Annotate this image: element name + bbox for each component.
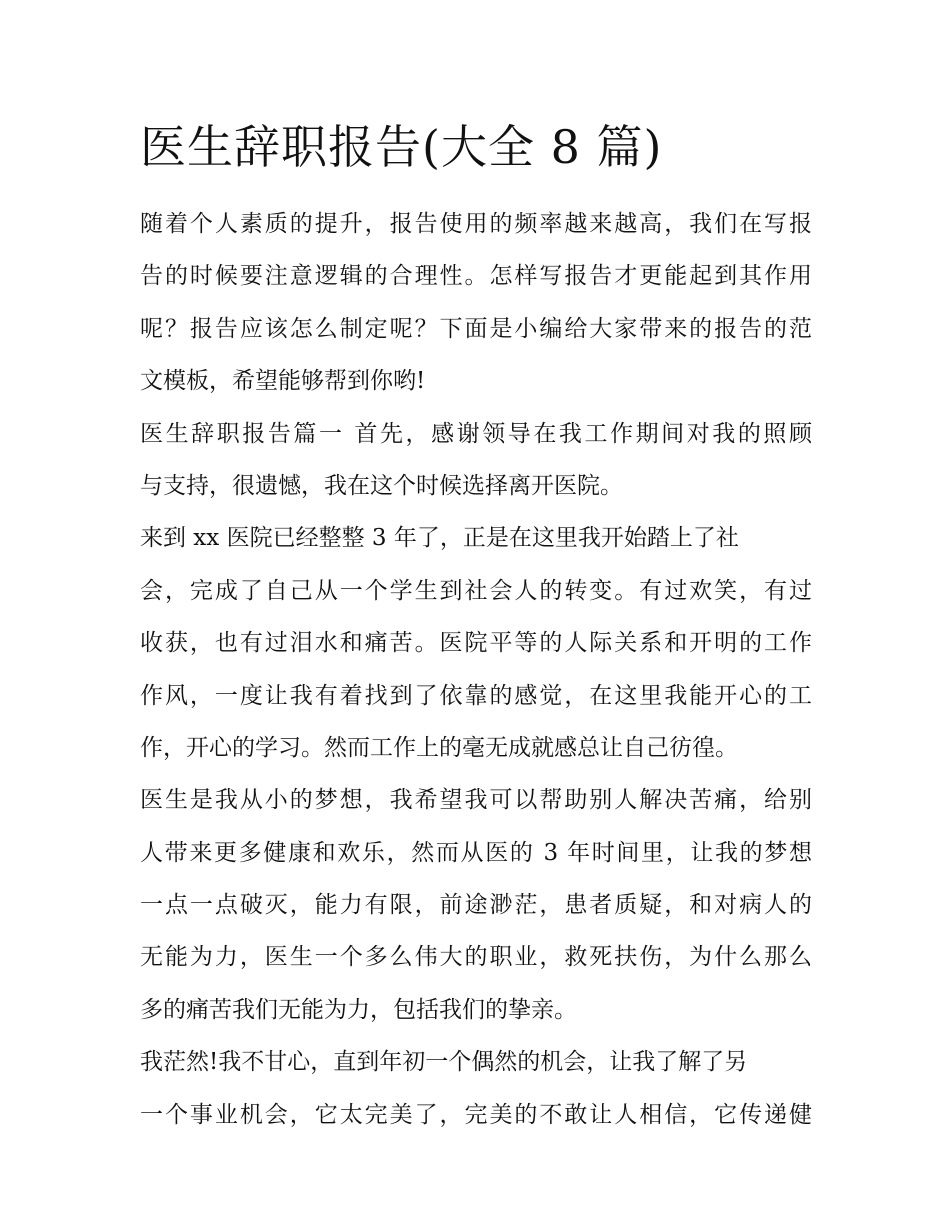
paragraph	[140, 198, 812, 408]
text-line: 作，开心的学习。然而工作上的毫无成就感总让自己彷徨。	[140, 734, 738, 761]
paragraph	[140, 408, 812, 513]
text-line: 文模板，希望能够帮到你哟!	[140, 368, 426, 395]
text-line: 收获，也有过泪水和痛苦。医院平等的人际关系和开明的工作	[140, 630, 812, 657]
text-line: 来到 xx 医院已经整整 3 年了，正是在这里我开始踏上了社	[140, 525, 739, 552]
paragraph	[140, 512, 812, 774]
text-line: 我茫然!我不甘心，直到年初一个偶然的机会，让我了解了另	[140, 1049, 748, 1076]
document-title: 医生辞职报告(大全 8 篇)	[140, 120, 663, 174]
text-line: 与支持，很遗憾，我在这个时候选择离开医院。	[140, 472, 623, 499]
text-line: 随着个人素质的提升，报告使用的频率越来越高，我们在写报	[140, 211, 812, 237]
document-body	[140, 198, 812, 1141]
text-line: 多的痛苦我们无能为力，包括我们的挚亲。	[140, 996, 577, 1023]
text-line: 医生辞职报告篇一 首先，感谢领导在我工作期间对我的照顾	[140, 420, 812, 447]
text-line: 无能为力，医生一个多么伟大的职业，救死扶伤，为什么那么	[140, 944, 812, 971]
text-line: 一点一点破灭，能力有限，前途渺茫，患者质疑，和对病人的	[140, 892, 812, 919]
text-line: 医生是我从小的梦想，我希望我可以帮助别人解决苦痛，给别	[140, 787, 812, 814]
text-line: 会，完成了自己从一个学生到社会人的转变。有过欢笑，有过	[140, 577, 812, 604]
text-line: 告的时候要注意逻辑的合理性。怎样写报告才更能起到其作用	[140, 263, 812, 290]
text-line: 作风，一度让我有着找到了依靠的感觉，在这里我能开心的工	[140, 682, 812, 709]
text-line: 人带来更多健康和欢乐，然而从医的 3 年时间里，让我的梦想	[140, 839, 812, 866]
text-line: 呢？报告应该怎么制定呢？下面是小编给大家带来的报告的范	[140, 315, 812, 342]
paragraph	[140, 1036, 812, 1141]
paragraph	[140, 774, 812, 1036]
text-line: 一个事业机会，它太完美了，完美的不敢让人相信，它传递健	[140, 1101, 812, 1128]
